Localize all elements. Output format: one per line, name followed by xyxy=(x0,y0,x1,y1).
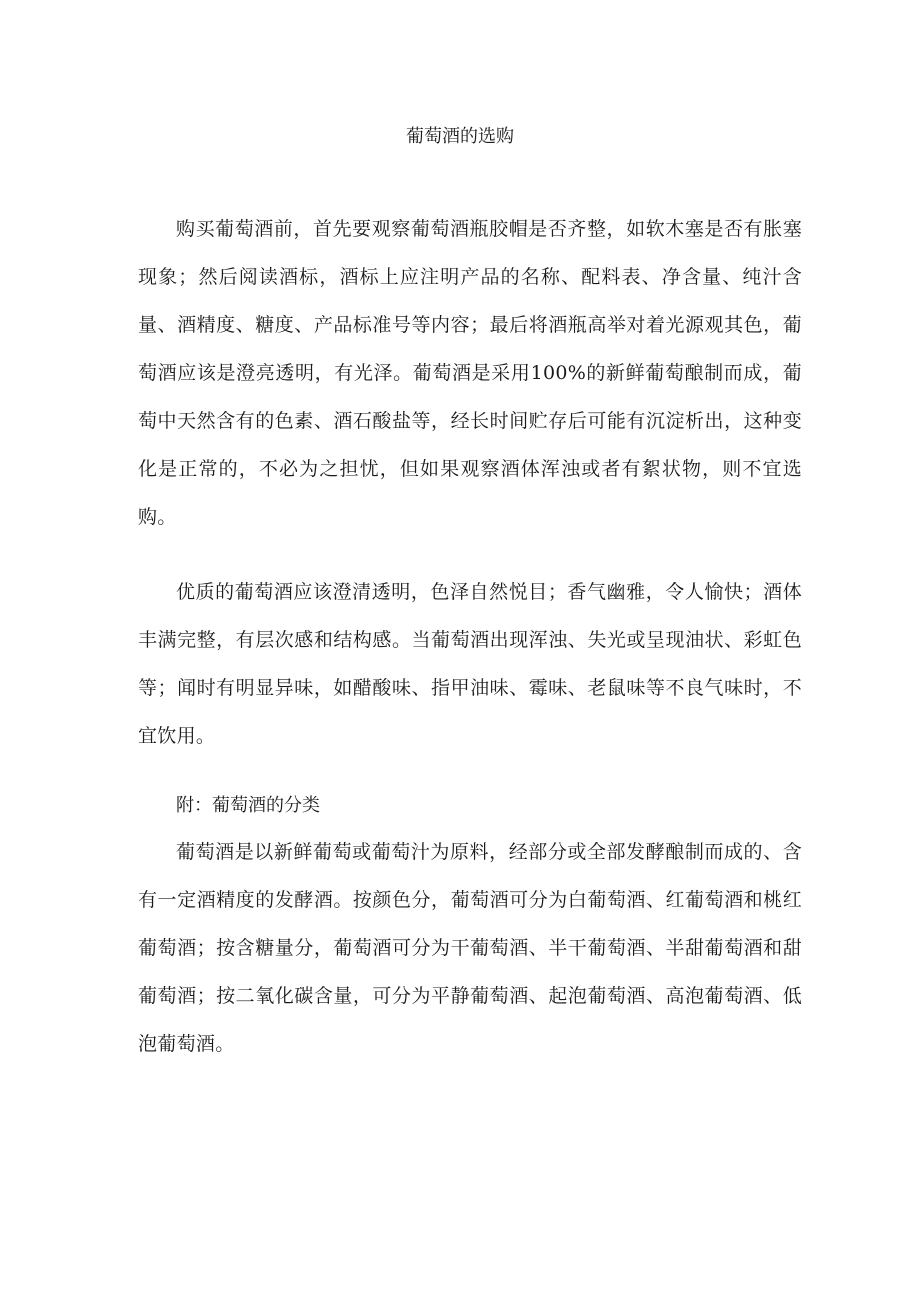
appendix-heading: 附：葡萄酒的分类 xyxy=(176,795,320,816)
paragraph-wine-classification: 葡萄酒是以新鲜葡萄或葡萄汁为原料，经部分或全部发酵酿制而成的、含有一定酒精度的发酵酒。按颜色分，葡萄酒可分为白葡萄酒、红葡萄酒和桃红葡萄酒；按含糖量分，葡萄酒可分为干葡萄酒、半干葡萄酒、半甜葡萄酒和甜葡萄酒；按二氧化碳含量，可分为平静葡萄酒、起泡葡萄酒、高泡葡萄酒、低泡葡萄酒。 xyxy=(138,841,802,1055)
document-title: 葡萄酒的选购 xyxy=(406,126,514,147)
paragraph-quality-criteria: 优质的葡萄酒应该澄清透明，色泽自然悦目；香气幽雅，令人愉快；酒体丰满完整，有层次感和结构感。当葡萄酒出现浑浊、失光或呈现油状、彩虹色等；闻时有明显异味，如醋酸味、指甲油味、霉味、老鼠味等不良气味时，不宜饮用。 xyxy=(138,581,802,747)
paragraph-purchase-inspection: 购买葡萄酒前，首先要观察葡萄酒瓶胶帽是否齐整，如软木塞是否有胀塞现象；然后阅读酒标，酒标上应注明产品的名称、配料表、净含量、纯汁含量、酒精度、糖度、产品标准号等内容；最后将酒瓶高举对着光源观其色，葡萄酒应该是澄亮透明，有光泽。葡萄酒是采用100%的新鲜葡萄酿制而成，葡萄中天然含有的色素、酒石酸盐等，经长时间贮存后可能有沉淀析出，这种变化是正常的，不必为之担忧，但如果观察酒体浑浊或者有絮状物，则不宜选购。 xyxy=(138,218,802,528)
